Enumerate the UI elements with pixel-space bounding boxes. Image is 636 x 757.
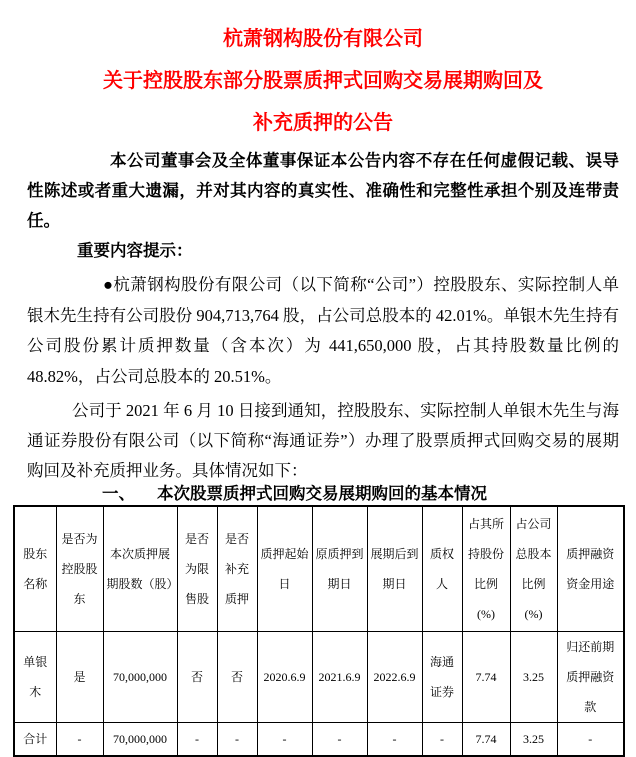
- cell-is-restricted: 否: [177, 631, 217, 722]
- title-line-company: 杭萧钢构股份有限公司: [223, 28, 423, 50]
- table-row-total: [14, 722, 624, 756]
- col-header-is-restricted: 是否为限售股: [177, 506, 217, 631]
- cell-total-is-restricted: -: [177, 722, 217, 756]
- cell-total-shares: 70,000,000: [103, 722, 177, 756]
- pledge-extension-table: [13, 505, 625, 757]
- cell-total-pct-of-capital: 3.25: [510, 722, 557, 756]
- document-title: [27, 18, 619, 144]
- body-paragraph: 公司于 2021 年 6 月 10 日接到通知，控股股东、实际控制人单银木先生与海通证券股份有限公司（以下简称“海通证券”）办理了股票质押式回购交易的展期购回及补充质押业务。具体情况如下：: [27, 401, 619, 480]
- col-header-is-controlling: 是否为控股股东: [56, 506, 103, 631]
- col-header-is-supplementary: 是否补充质押: [217, 506, 257, 631]
- table-header-row: [14, 506, 624, 631]
- cell-is-controlling: 是: [56, 631, 103, 722]
- cell-extended-maturity: 2022.6.9: [367, 631, 422, 722]
- col-header-extended-maturity: 展期后到期日: [367, 506, 422, 631]
- cell-pledgee: 海通证券: [422, 631, 462, 722]
- important-notice-label: 重要内容提示：: [77, 241, 193, 260]
- col-header-pledgee: 质权人: [422, 506, 462, 631]
- col-header-shareholder: 股东名称: [14, 506, 56, 631]
- cell-original-maturity: 2021.6.9: [312, 631, 367, 722]
- col-header-shares-extended: 本次质押展期股数（股）: [103, 506, 177, 631]
- section-number: 一、: [102, 484, 135, 503]
- cell-total-pledgee: -: [422, 722, 462, 756]
- cell-total-extended-maturity: -: [367, 722, 422, 756]
- cell-is-supplementary: 否: [217, 631, 257, 722]
- col-header-pct-of-capital: 占公司总股本比例(%): [510, 506, 557, 631]
- cell-total-label: 合计: [14, 722, 56, 756]
- cell-pct-of-capital: 3.25: [510, 631, 557, 722]
- highlight-paragraph: ●杭萧钢构股份有限公司（以下简称“公司”）控股股东、实际控制人单银木先生持有公司股份 904,713,764 股，占公司总股本的 42.01%。单银木先生持有公司股份累计质押数量（含本次）为 441,650,000 股，占其持股数量比例的 48.82%，占公司总股本的 20.51%。: [27, 275, 619, 386]
- cell-shares-extended: 70,000,000: [103, 631, 177, 722]
- cell-pledge-start: 2020.6.9: [257, 631, 312, 722]
- section-title: 本次股票质押式回购交易展期购回的基本情况: [157, 484, 487, 503]
- col-header-original-maturity: 原质押到期日: [312, 506, 367, 631]
- col-header-fund-use: 质押融资资金用途: [557, 506, 624, 631]
- cell-total-is-supplementary: -: [217, 722, 257, 756]
- board-disclaimer: 本公司董事会及全体董事保证本公告内容不存在任何虚假记载、误导性陈述或者重大遗漏，并对其内容的真实性、准确性和完整性承担个别及连带责任。: [27, 151, 619, 230]
- cell-shareholder: 单银木: [14, 631, 56, 722]
- cell-fund-use: 归还前期质押融资款: [557, 631, 624, 722]
- cell-total-original-maturity: -: [312, 722, 367, 756]
- title-line-subject-2: 补充质押的公告: [253, 112, 393, 134]
- title-line-subject: 关于控股股东部分股票质押式回购交易展期购回及: [103, 70, 543, 92]
- cell-total-pledge-start: -: [257, 722, 312, 756]
- col-header-pledge-start: 质押起始日: [257, 506, 312, 631]
- col-header-pct-of-holdings: 占其所持股份比例(%): [462, 506, 510, 631]
- cell-total-pct-of-holdings: 7.74: [462, 722, 510, 756]
- cell-total-fund-use: -: [557, 722, 624, 756]
- cell-total-is-controlling: -: [56, 722, 103, 756]
- announcement-document: [0, 18, 636, 746]
- cell-pct-of-holdings: 7.74: [462, 631, 510, 722]
- table-row-shareholder: [14, 631, 624, 722]
- section-heading: [102, 486, 619, 502]
